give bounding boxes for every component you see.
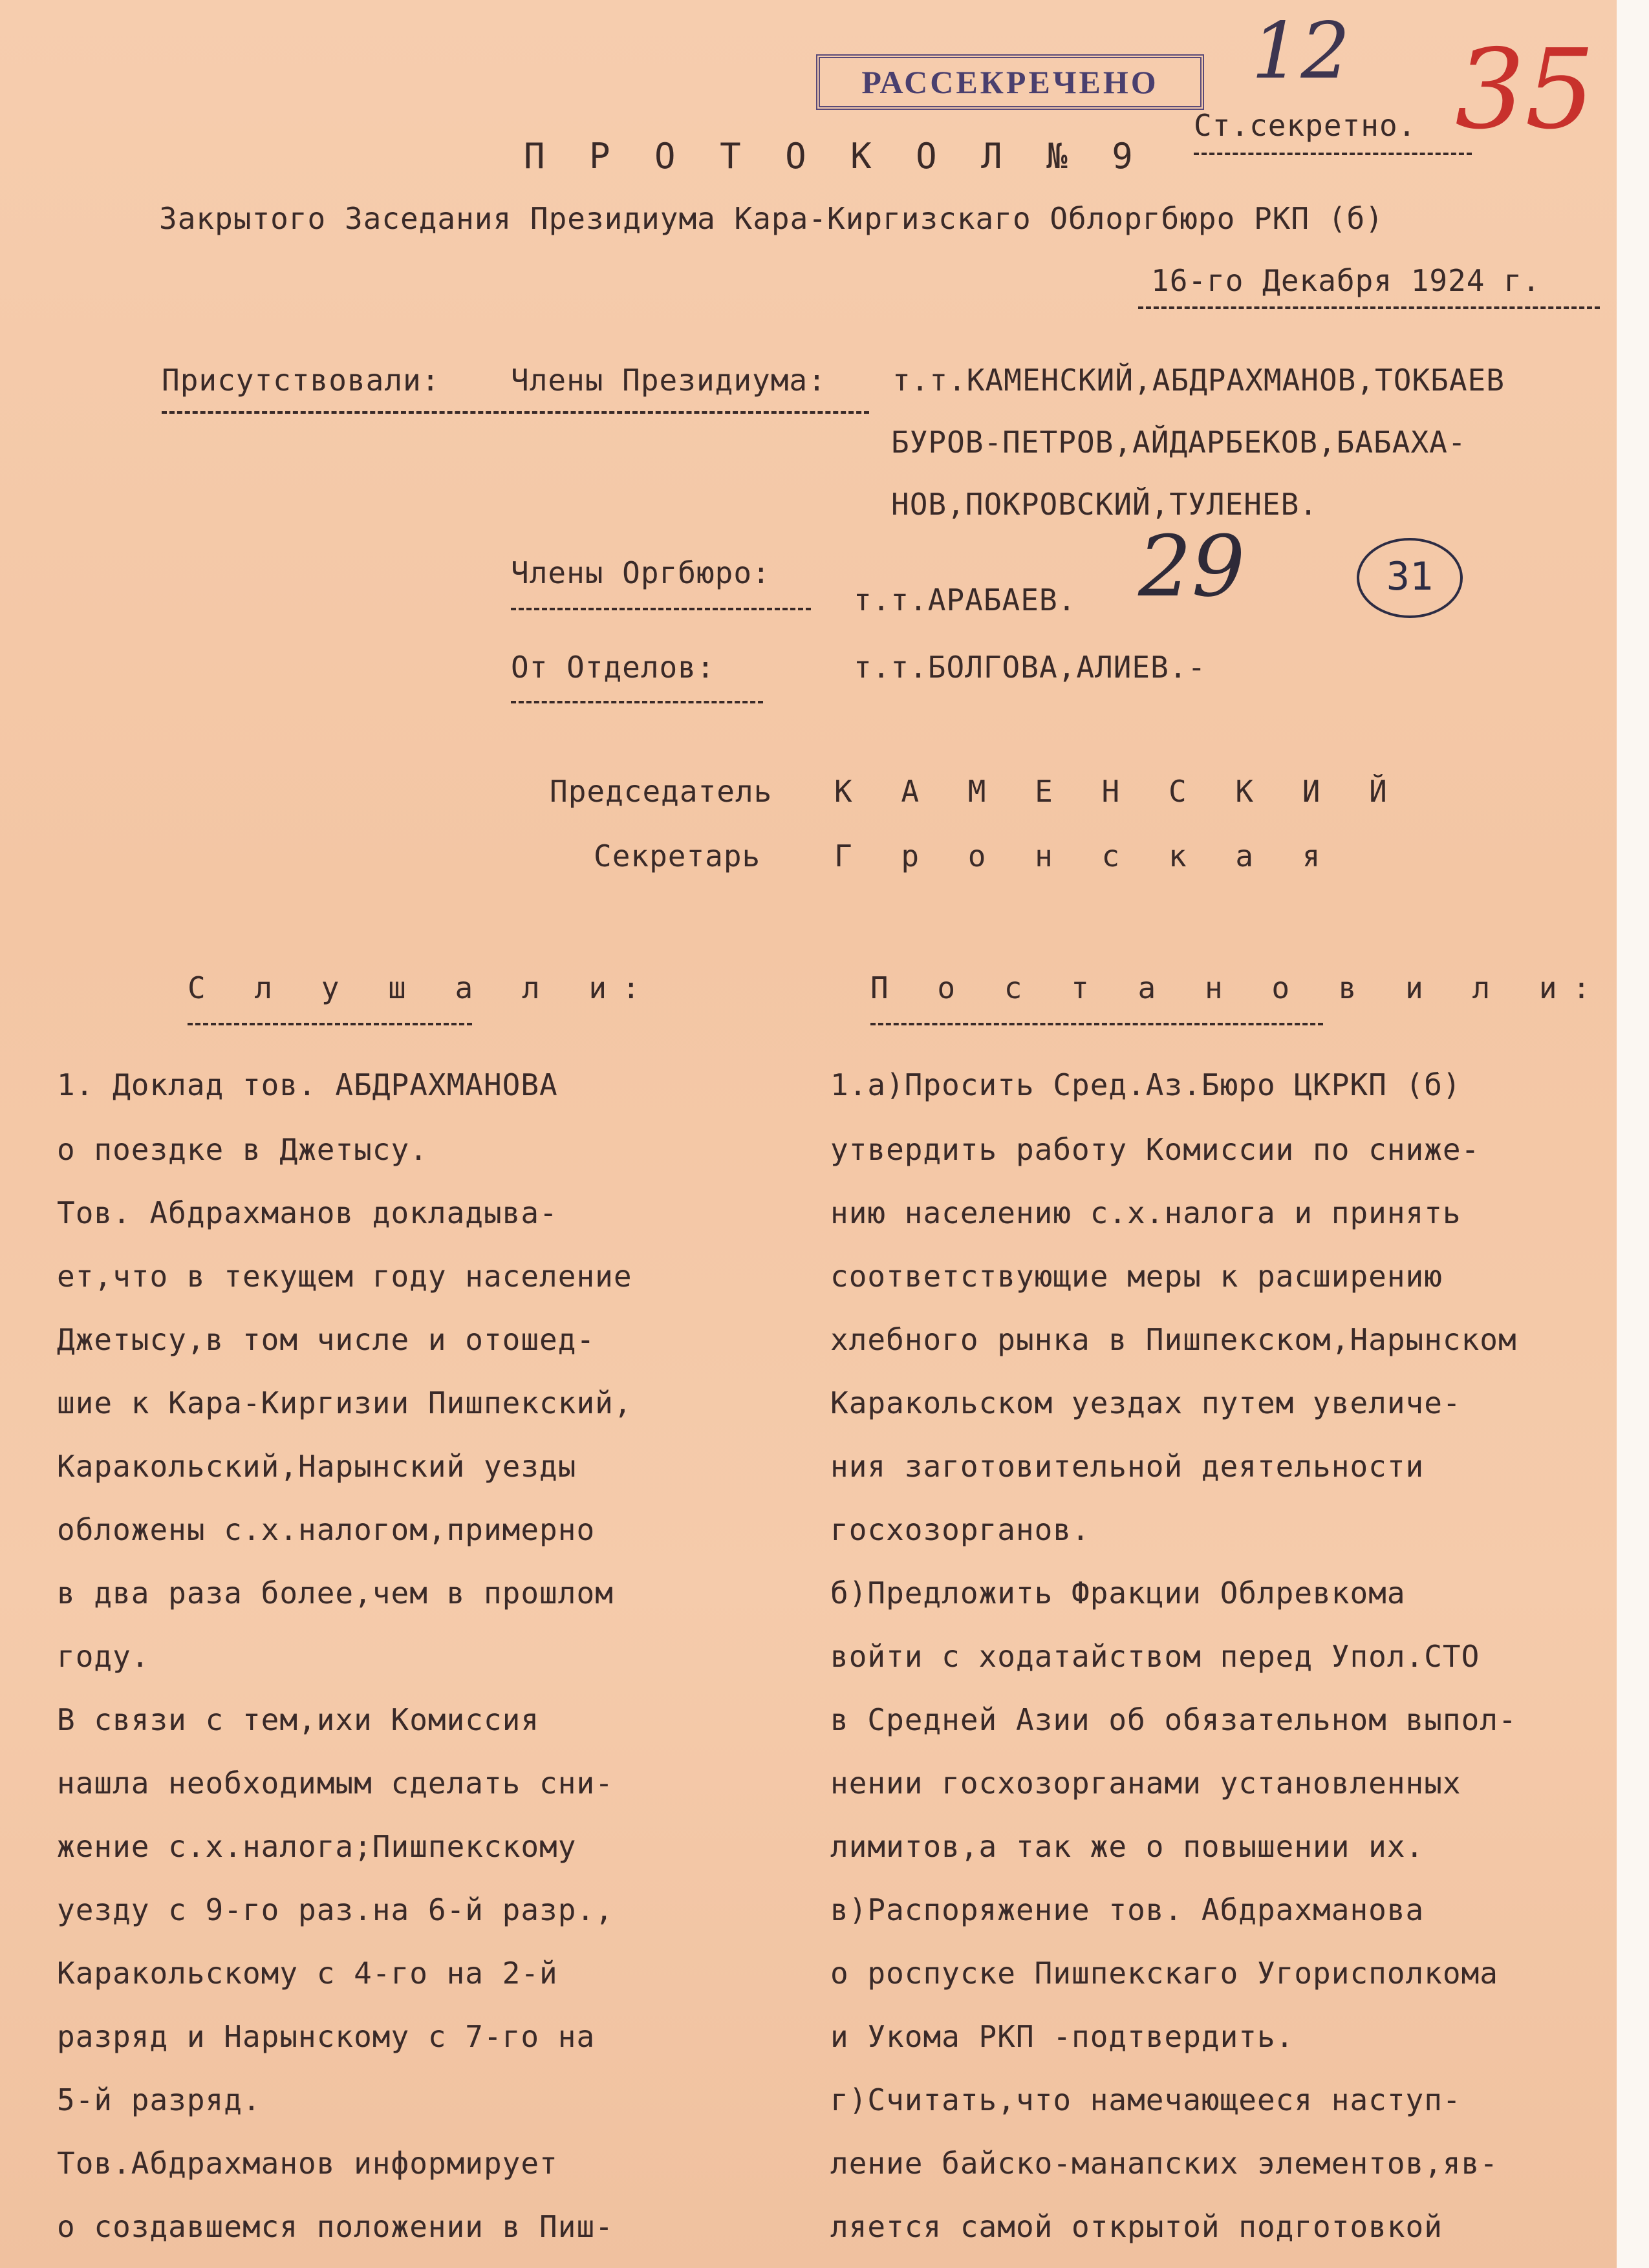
meeting-subtitle: Закрытого Заседания Президиума Кара-Киргизскаго Облоргбюро РКП (б) [159, 201, 1384, 236]
heard-line: 5-й разряд. [57, 2082, 261, 2117]
circled-number: 31 [1357, 538, 1463, 618]
resolved-line: лимитов,а так же о повышении их. [830, 1829, 1425, 1864]
present-label: Присутствовали: [162, 363, 440, 398]
heard-line: о поездке в Джетысу. [57, 1132, 428, 1167]
orgburo-label: Члены Оргбюро: [511, 555, 771, 590]
presidium-line-1: т.т.КАМЕНСКИЙ,АБДРАХМАНОВ,ТОКБАЕВ [892, 363, 1505, 398]
pencil-number-mid: 29 [1138, 517, 1245, 615]
protocol-title: П Р О Т О К О Л № 9 [524, 136, 1145, 177]
heard-line: 1. Доклад тов. АБДРАХМАНОВА [57, 1067, 558, 1102]
resolved-line: нении госхозорганами установленных [830, 1766, 1461, 1801]
heard-heading: С л у ш а л и: [188, 970, 656, 1005]
resolved-line: в Средней Азии об обязательном выпол- [830, 1702, 1517, 1737]
resolved-underline [870, 1023, 1323, 1025]
departments-members: т.т.БОЛГОВА,АЛИЕВ.- [854, 650, 1207, 685]
heard-line: разряд и Нарынскому с 7-го на [57, 2019, 596, 2054]
heard-line: шие к Кара-Киргизии Пишпекский, [57, 1385, 632, 1420]
resolved-line: ния заготовительной деятельности [830, 1449, 1425, 1484]
resolved-line: утвердить работу Комиссии по сниже- [830, 1132, 1480, 1167]
secretary-name: Г р о н с к а я [834, 839, 1336, 873]
meeting-date: 16-го Декабря 1924 г. [1151, 263, 1541, 298]
heard-line: уезду с 9-го раз.на 6-й разр., [57, 1892, 614, 1927]
scan-edge [1617, 0, 1649, 2268]
heard-line: Каракольскому с 4-го на 2-й [57, 1956, 558, 1991]
departments-label: От Отделов: [511, 650, 715, 685]
resolved-line: б)Предложить Фракции Облревкома [830, 1576, 1406, 1610]
declassified-stamp: РАССЕКРЕЧЕНО [816, 54, 1204, 110]
resolved-line: госхозорганов. [830, 1512, 1090, 1547]
resolved-line: и Укома РКП -подтвердить. [830, 2019, 1295, 2054]
present-underline [162, 411, 869, 414]
chair-label: Председатель [550, 774, 773, 809]
heard-line: жение с.х.налога;Пишпекскому [57, 1829, 577, 1864]
resolved-line: о роспуске Пишпекскаго Угорисполкома [830, 1956, 1498, 1991]
resolved-line: хлебного рынка в Пишпекском,Нарынском [830, 1322, 1517, 1357]
departments-underline [511, 701, 763, 703]
presidium-line-3: НОВ,ПОКРОВСКИЙ,ТУЛЕНЕВ. [891, 487, 1318, 522]
resolved-line: ление байско-манапских элементов,яв- [830, 2146, 1498, 2181]
secrecy-label: Ст.секретно. [1194, 108, 1417, 143]
heard-line: обложены с.х.налогом,примерно [57, 1512, 596, 1547]
resolved-heading: П о с т а н о в и л и: [870, 970, 1606, 1005]
chair-name: К А М Е Н С К И Й [834, 774, 1403, 809]
heard-line: в два раза более,чем в прошлом [57, 1576, 614, 1610]
heard-line: нашла необходимым сделать сни- [57, 1766, 614, 1801]
heard-line: Каракольский,Нарынский уезды [57, 1449, 577, 1484]
red-page-number: 35 [1455, 26, 1595, 154]
heard-line: Джетысу,в том числе и отошед- [57, 1322, 596, 1357]
heard-line: В связи с тем,ихи Комиссия [57, 1702, 540, 1737]
presidium-line-2: БУРОВ-ПЕТРОВ,АЙДАРБЕКОВ,БАБАХА- [891, 425, 1467, 460]
orgburo-underline [511, 608, 811, 610]
date-underline [1138, 306, 1600, 309]
pencil-sheet-number: 12 [1251, 6, 1350, 96]
resolved-line: войти с ходатайством перед Упол.СТО [830, 1639, 1480, 1674]
resolved-line: г)Считать,что намечающееся наступ- [830, 2082, 1461, 2117]
heard-line: году. [57, 1639, 150, 1674]
secretary-label: Секретарь [594, 839, 761, 873]
resolved-line: 1.а)Просить Сред.Аз.Бюро ЦКРКП (б) [830, 1067, 1461, 1102]
resolved-line: Каракольском уездах путем увеличе- [830, 1385, 1461, 1420]
heard-underline [188, 1023, 472, 1025]
heard-line: ет,что в текущем году население [57, 1259, 632, 1294]
heard-line: Тов.Абдрахманов информирует [57, 2146, 558, 2181]
orgburo-members: т.т.АРАБАЕВ. [854, 583, 1077, 617]
resolved-line: в)Распоряжение тов. Абдрахманова [830, 1892, 1425, 1927]
resolved-line: соответствующие меры к расширению [830, 1259, 1443, 1294]
heard-line: о создавшемся положении в Пиш- [57, 2209, 614, 2244]
heard-line: Тов. Абдрахманов докладыва- [57, 1195, 558, 1230]
secrecy-underline [1194, 153, 1472, 155]
resolved-line: нию населению с.х.налога и принять [830, 1195, 1461, 1230]
presidium-label: Члены Президиума: [511, 363, 826, 398]
resolved-line: ляется самой открытой подготовкой [830, 2209, 1443, 2244]
